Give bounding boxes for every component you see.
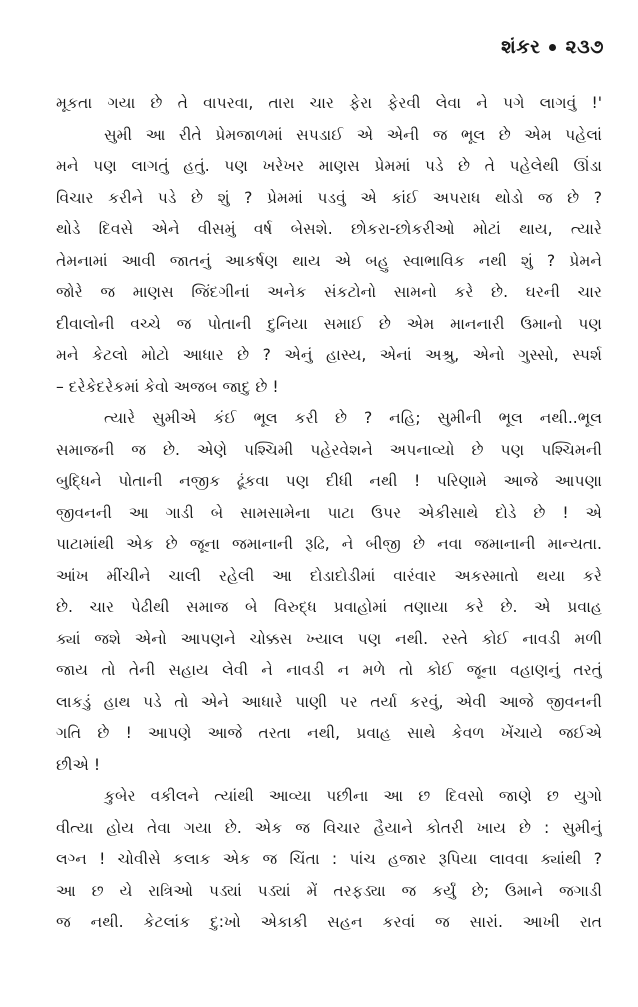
text-line: જોરે જ માણસ જિંદગીનાં અનેક સંકટોનો સામનો કરે છે. ઘરની ચાર xyxy=(56,283,602,301)
text-line: ગતિ છે ! આપણે આજે તરતા નથી, પ્રવાહ સાથે કેવળ ખેંચાયે જઈએ xyxy=(56,724,602,742)
separator-dot-icon xyxy=(549,44,556,51)
text-line: વિચાર કરીને પડે છે શું ? પ્રેમમાં પડવું એ કાંઈ અપરાધ થોડો જ છે ? xyxy=(56,188,602,207)
text-line: વીત્યા હોય તેવા ગયા છે. એક જ વિચાર હૈયાને કોતરી ખાય છે : સુમીનું xyxy=(56,818,602,837)
text-line: મને કેટલો મોટો આધાર છે ? એનું હાસ્ય, એનાં અશ્રુ, એનો ગુસ્સો, સ્પર્શ xyxy=(56,346,602,364)
chapter-title: શંકર xyxy=(501,36,541,58)
text-line: છે. ચાર પેઢીથી સમાજ બે વિરુદ્ધ પ્રવાહોમાં તણાયા કરે છે. એ પ્રવાહ xyxy=(56,598,602,616)
text-line: દીવાલોની વચ્ચે જ પોતાની દુનિયા સમાઈ છે એમ માનનારી ઉમાનો પણ xyxy=(56,314,602,333)
text-line: મૂકતા ગયા છે તે વાપરવા, તારા ચાર ફેરા ફેરવી લેવા ને પગે લાગવું !' xyxy=(56,94,602,112)
text-line: જીવનની આ ગાડી બે સામસામેના પાટા ઉપર એકીસાથે દોડે છે ! એ xyxy=(56,503,602,522)
page-number: ૨૩૭ xyxy=(565,36,604,58)
text-line: જાય તો તેની સહાય લેવી ને નાવડી ન મળે તો કોઈ જૂના વહાણનું તરતું xyxy=(56,661,602,679)
text-line: આંખ મીંચીને ચાલી રહેલી આ દોડાદોડીમાં વારંવાર અકસ્માતો થયા કરે xyxy=(56,566,602,585)
text-line: જ નથી. કેટલાંક દુ:ખો એકાકી સહન કરવાં જ સારાં. આખી રાત xyxy=(56,913,602,931)
text-line: થોડે દિવસે એને વીસમું વર્ષ બેસશે. છોકરા-છોકરીઓ મોટાં થાય, ત્યારે xyxy=(56,220,602,238)
running-header xyxy=(501,36,604,58)
paragraph-last-line: છીએ ! xyxy=(56,755,101,774)
text-line: પાટામાંથી એક છે જૂના જમાનાની રૂઢિ, ને બીજી છે નવા જમાનાની માન્યતા. xyxy=(56,535,602,553)
text-line: લાકડું હાથ પડે તો એને આધારે પાણી પર તર્યા કરવું, એવી આજે જીવનની xyxy=(56,692,602,711)
paragraph-last-line: – દરેકેદરેકમાં કેવો અજબ જાદુ છે ! xyxy=(56,377,279,396)
text-line: ક્યાં જશે એનો આપણને ચોક્કસ ખ્યાલ પણ નથી. રસ્તે કોઈ નાવડી મળી xyxy=(56,629,602,648)
text-line: આ છ યે રાત્રિઓ પડ્યાં પડ્યાં મેં તરફડ્યા જ કર્યું છે; ઉમાને જગાડી xyxy=(56,881,602,900)
text-line: બુદ્ધિને પોતાની નજીક ઢૂંકવા પણ દીધી નથી ! પરિણામે આજે આપણા xyxy=(56,472,602,490)
paragraph-first-line: સુમી આ રીતે પ્રેમજાળમાં સપડાઈ એ એની જ ભૂલ છે એમ પહેલાં xyxy=(104,125,602,144)
body-text xyxy=(56,88,602,939)
text-line: સમાજની જ છે. એણે પશ્ચિમી પહેરવેશને અપનાવ્યો છે પણ પશ્ચિમની xyxy=(56,440,602,459)
text-line: મને પણ લાગતું હતું. પણ ખરેખર માણસ પ્રેમમાં પડે છે તે પહેલેથી ઊંડા xyxy=(56,157,602,175)
paragraph-first-line: ત્યારે સુમીએ કંઈ ભૂલ કરી છે ? નહિ; સુમીની ભૂલ નથી..ભૂલ xyxy=(104,409,602,427)
paragraph-first-line: કુબેર વકીલને ત્યાંથી આવ્યા પછીના આ છ દિવસો જાણે છ યુગો xyxy=(104,787,602,805)
text-line: તેમનામાં આવી જાતનું આકર્ષણ થાય એ બહુ સ્વાભાવિક નથી શું ? પ્રેમને xyxy=(56,251,602,270)
text-line: લગ્ન ! ચોવીસે કલાક એક જ ચિંતા : પાંચ હજાર રૂપિયા લાવવા ક્યાંથી ? xyxy=(56,850,602,868)
